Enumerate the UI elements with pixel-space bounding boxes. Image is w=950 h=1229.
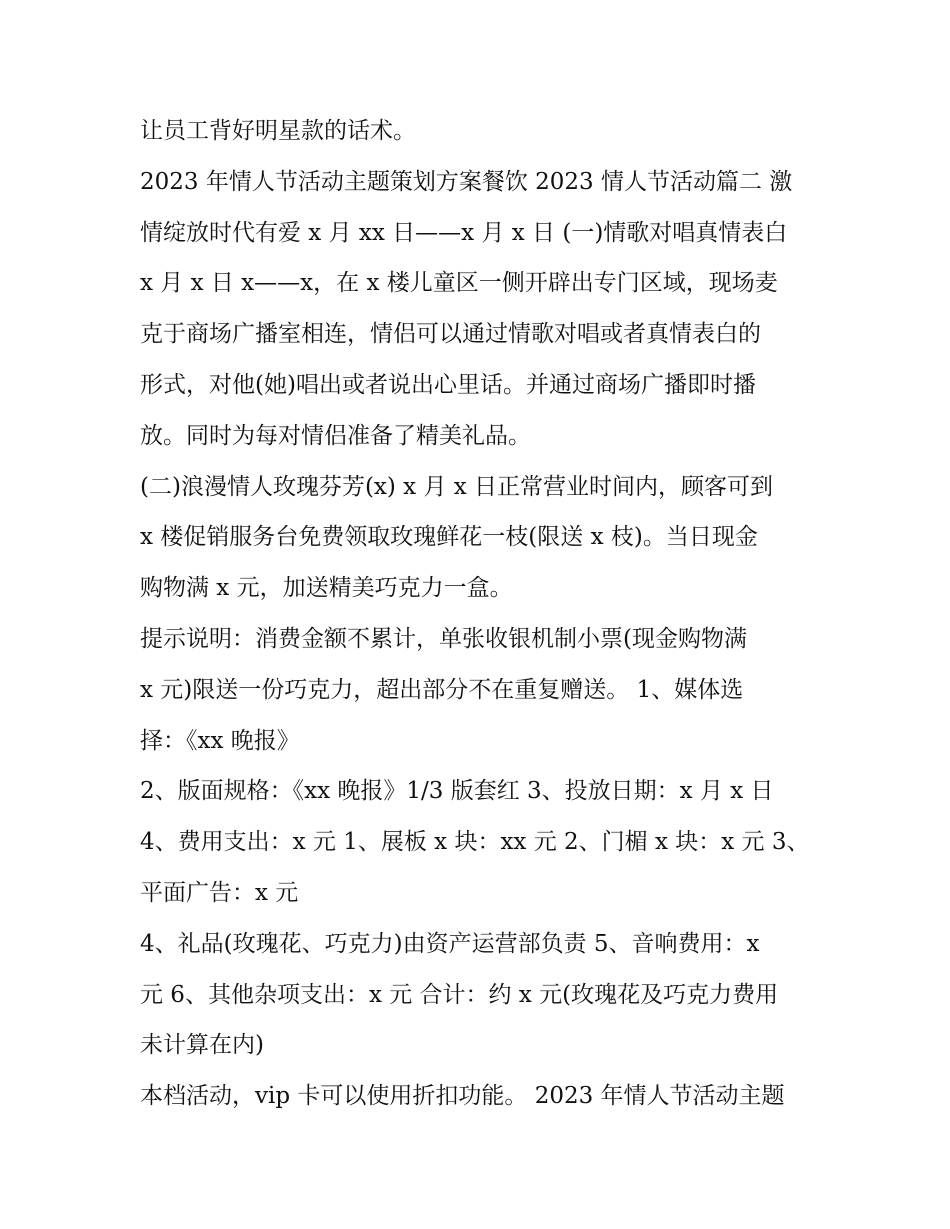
body-text	[140, 106, 820, 1122]
text-line-15: 4、费用支出：x 元 1、展板 x 块：xx 元 2、门楣 x 块：x 元 3、	[140, 829, 810, 856]
text-line-16: 平面广告：x 元	[140, 879, 299, 906]
text-line-20: 本档活动，vip 卡可以使用折扣功能。 2023 年情人节活动主题	[140, 1083, 785, 1110]
text-line-7: 放。同时为每对情侣准备了精美礼品。	[140, 422, 531, 449]
text-line-5: 克于商场广播室相连，情侣可以通过情歌对唱或者真情表白的	[140, 321, 761, 348]
text-line-13: 择：《xx 晚报》	[140, 727, 300, 754]
text-line-19: 未计算在内)	[140, 1032, 264, 1059]
text-line-14: 2、版面规格：《xx 晚报》1/3 版套红 3、投放日期：x 月 x 日	[140, 778, 774, 805]
text-line-6: 形式，对他(她)唱出或者说出心里话。并通过商场广播即时播	[140, 371, 756, 398]
text-line-18: 元 6、其他杂项支出：x 元 合计：约 x 元(玫瑰花及巧克力费用	[140, 981, 779, 1008]
text-line-1: 让员工背好明星款的话术。	[140, 118, 416, 144]
text-line-3: 情绽放时代有爱 x 月 xx 日——x 月 x 日 (一)情歌对唱真情表白	[140, 219, 788, 246]
text-line-11: 提示说明：消费金额不累计，单张收银机制小票(现金购物满	[140, 625, 747, 652]
text-line-9: x 楼促销服务台免费领取玫瑰鲜花一枝(限送 x 枝)。当日现金	[140, 524, 758, 551]
text-line-17: 4、礼品(玫瑰花、巧克力)由资产运营部负责 5、音响费用：x	[140, 930, 760, 957]
text-line-4: x 月 x 日 x——x，在 x 楼儿童区一侧开辟出专门区域，现场麦	[140, 270, 778, 297]
text-line-12: x 元)限送一份巧克力，超出部分不在重复赠送。 1、媒体选	[140, 676, 744, 703]
text-line-10: 购物满 x 元，加送精美巧克力一盒。	[140, 575, 513, 602]
text-line-2: 2023 年情人节活动主题策划方案餐饮 2023 情人节活动篇二 激	[140, 168, 793, 195]
text-line-8: (二)浪漫情人玫瑰芬芳(x) x 月 x 日正常营业时间内，顾客可到	[140, 473, 774, 500]
